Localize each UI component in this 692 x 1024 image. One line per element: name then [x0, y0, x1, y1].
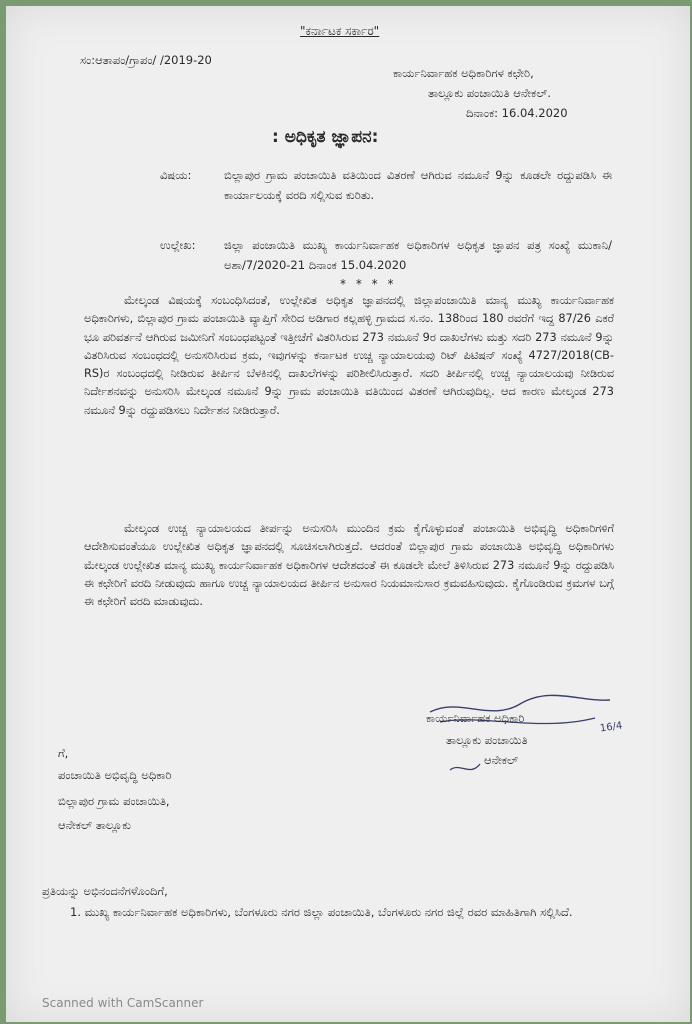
separator: * * * * — [340, 277, 397, 291]
reference-label: ಉಲ್ಲೇಖ: — [160, 238, 196, 252]
subject-label: ವಿಷಯ: — [160, 168, 192, 182]
copy-to-label: ಪ್ರತಿಯನ್ನು ಅಭಿನಂದನೆಗಳೊಂದಿಗೆ, — [42, 884, 168, 898]
addressee-line-2: ಬಿಲ್ಲಾಪುರ ಗ್ರಾಮ ಪಂಚಾಯಿತಿ, — [58, 794, 170, 808]
office-name: ಕಾರ್ಯನಿರ್ವಾಹಕ ಅಧಿಕಾರಿಗಳ ಕಛೇರಿ, — [393, 66, 534, 80]
signatory-office: ತಾಲ್ಲೂಕು ಪಂಚಾಯಿತಿ — [446, 733, 528, 747]
addressee-line-3: ಆನೇಕಲ್ ತಾಲ್ಲೂಕು — [58, 818, 131, 832]
copy-to-item: 1. ಮುಖ್ಯ ಕಾರ್ಯನಿರ್ವಾಹಕ ಅಧಿಕಾರಿಗಳು, ಬೆಂಗಳೂರು ನಗರ ಜಿಲ್ಲಾ ಪಂಚಾಯಿತಿ, ಬೆಂಗಳೂರು ನಗರ ಜಿಲ್ಲೆ ರವರ ಮಾಹಿತಿಗಾಗಿ ಸಲ್ಲಿಸಿದೆ. — [70, 905, 573, 919]
body-paragraph-1: ಮೇಲ್ಕಂಡ ವಿಷಯಕ್ಕೆ ಸಂಬಂಧಿಸಿದಂತೆ, ಉಲ್ಲೇಖಿತ ಅಧಿಕೃತ ಜ್ಞಾಪನದಲ್ಲಿ ಜಿಲ್ಲಾಪಂಚಾಯಿತಿ ಮಾನ್ಯ ಮುಖ್ಯ ಕಾರ್ಯನಿರ್ವಾಹಕ ಅಧಿಕಾರಿಗಳು, ಬಿಲ್ಲಾಪುರ ಗ್ರಾಮ ಪಂಚಾಯಿತಿ ವ್ಯಾಪ್ತಿಗೆ ಸೇರಿದ ಅಡಿಗಾರ ಕಲ್ಲಹಳ್ಳಿ ಗ್ರಾಮದ ಸ.ನಂ. 138ರಿಂದ 180 ರವರೆಗೆ ಇದ್ದ 87/26 ಎಕರೆ ಭೂ ಪರಿವರ್ತನೆ ಆಗಿರುವ ಜಮೀನಿಗೆ ಸಂಬಂಧಪಟ್ಟಂತೆ ಇತ್ತೀಚೆಗೆ ವಿತರಿಸಿರುವ 273 ನಮೂನೆ 9ರ ದಾಖಲೆಗಳು ಮತ್ತು ಸದರಿ 273 ನಮೂನೆ 9ನ್ನು ವಿತರಿಸಿರುವ ಸಂಬಂಧದಲ್ಲಿ ಅನುಸರಿಸಿರುವ ಕ್ರಮ, ಇವುಗಳನ್ನು ಕರ್ನಾಟಕ ಉಚ್ಚ ನ್ಯಾಯಾಲಯವು ರಿಟ್ ಪಿಟಿಷನ್ ಸಂಖ್ಯೆ 4727/2018(CB-RS)ರ ಸಂಬಂಧದಲ್ಲಿ ನೀಡಿರುವ ತೀರ್ಪಿನ ಬೆಳಕಿನಲ್ಲಿ ದಾಖಲೆಗಳನ್ನು ಪರಿಶೀಲಿಸಿರುತ್ತಾರೆ. ಸದರಿ ತೀರ್ಪಿನಲ್ಲಿ ಉಚ್ಚ ನ್ಯಾಯಾಲಯವು ನೀಡಿರುವ ನಿರ್ದೇಶನವನ್ನು ಅನುಸರಿಸಿ ಮೇಲ್ಕಂಡ ನಮೂನೆ 9ನ್ನು ಗ್ರಾಮ ಪಂಚಾಯಿತಿ ವತಿಯಿಂದ ವಿತರಣೆ ಆಗಿರುವುದಿಲ್ಲ. ಆದ ಕಾರಣ ಮೇಲ್ಕಂಡ 273 ನಮೂನೆ 9ನ್ನು ರದ್ದುಪಡಿಸಲು ನಿರ್ದೇಶನ ನೀಡಿರುತ್ತಾರೆ. — [84, 294, 614, 417]
camscanner-watermark: Scanned with CamScanner — [42, 996, 204, 1010]
signatory-location: ಆನೇಕಲ್ — [484, 753, 519, 767]
reference-text: ಜಿಲ್ಲಾ ಪಂಚಾಯಿತಿ ಮುಖ್ಯ ಕಾರ್ಯನಿರ್ವಾಹಕ ಅಧಿಕಾರಿಗಳ ಅಧಿಕೃತ ಜ್ಞಾಪನ ಪತ್ರ ಸಂಖ್ಯೆ ಮುಕಾನಿ/ಅಶಾ/7/2020-21 ದಿನಾಂಕ 15.04.2020 — [224, 238, 612, 272]
signature-date: 16/4 — [599, 720, 624, 735]
to-label: ಗೆ, — [58, 746, 69, 760]
document-date: ದಿನಾಂಕ: 16.04.2020 — [466, 106, 568, 120]
office-location: ತಾಲ್ಲೂಕು ಪಂಚಾಯಿತಿ ಆನೇಕಲ್. — [428, 86, 552, 100]
addressee-line-1: ಪಂಚಾಯಿತಿ ಅಭಿವೃದ್ಧಿ ಅಧಿಕಾರಿ — [58, 768, 172, 782]
government-header: "ಕರ್ನಾಟಕ ಸರ್ಕಾರ" — [300, 24, 380, 38]
subject-text: ಬಿಲ್ಲಾಪುರ ಗ್ರಾಮ ಪಂಚಾಯಿತಿ ವತಿಯಿಂದ ವಿತರಣೆ ಆಗಿರುವ ನಮೂನೆ 9ನ್ನು ಕೂಡಲೇ ರದ್ದುಪಡಿಸಿ ಈ ಕಾರ್ಯಾಲಯಕ್ಕೆ ವರದಿ ಸಲ್ಲಿಸುವ ಕುರಿತು. — [224, 168, 612, 202]
body-paragraph-2: ಮೇಲ್ಕಂಡ ಉಚ್ಚ ನ್ಯಾಯಾಲಯದ ತೀರ್ಪನ್ನು ಅನುಸರಿಸಿ ಮುಂದಿನ ಕ್ರಮ ಕೈಗೊಳ್ಳುವಂತೆ ಪಂಚಾಯಿತಿ ಅಭಿವೃದ್ಧಿ ಅಧಿಕಾರಿಗಳಿಗೆ ಆದೇಶಿಸುವಂತೆಯೂ ಉಲ್ಲೇಖಿತ ಅಧಿಕೃತ ಜ್ಞಾಪನದಲ್ಲಿ ಸೂಚಿಸಲಾಗಿರುತ್ತದೆ. ಆದರಂತೆ ಬಿಲ್ಲಾಪುರ ಗ್ರಾಮ ಪಂಚಾಯಿತಿ ಅಭಿವೃದ್ಧಿ ಅಧಿಕಾರಿಗಳು ಮೇಲ್ಕಂಡ ಉಲ್ಲೇಖಿತ ಮಾನ್ಯ ಮುಖ್ಯ ಕಾರ್ಯನಿರ್ವಾಹಕ ಅಧಿಕಾರಿಗಳ ಆದೇಶದಂತೆ ಈ ಕೂಡಲೇ ಮೇಲೆ ತಿಳಿಸಿರುವ 273 ನಮೂನೆ 9ನ್ನು ರದ್ದುಪಡಿಸಿ ಈ ಕಛೇರಿಗೆ ವರದಿ ನೀಡುವುದು ಹಾಗೂ ಉಚ್ಚ ನ್ಯಾಯಾಲಯದ ತೀರ್ಪಿನ ಅನುಸಾರ ನಿಯಮಾನುಸಾರ ಕ್ರಮವಹಿಸುವುದು. ಕೈಗೊಂಡಿರುವ ಕ್ರಮಗಳ ಬಗ್ಗೆ ಈ ಕಛೇರಿಗೆ ವರದಿ ಮಾಡುವುದು. — [84, 522, 614, 609]
signatory-title: ಕಾರ್ಯನಿರ್ವಾಹಕ ಅಧಿಕಾರಿ — [426, 711, 525, 725]
reference-number: ಸಂ:ಆತಾಪಂ/ಗ್ರಾಪಂ/ /2019-20 — [80, 53, 212, 67]
document-title: : ಅಧಿಕೃತ ಜ್ಞಾಪನ: — [272, 127, 379, 147]
document-page — [6, 6, 690, 1022]
